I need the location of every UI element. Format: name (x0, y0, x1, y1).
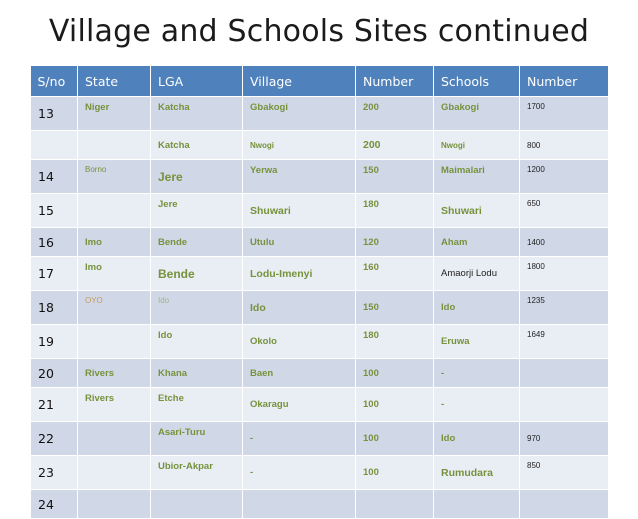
cell-school-number: 1649 (520, 325, 609, 359)
table-row (31, 257, 609, 291)
cell-state (78, 194, 151, 228)
cell-state (78, 325, 151, 359)
cell-school-number: 1400 (520, 228, 609, 257)
cell-village: Ido (243, 291, 356, 325)
cell-village-number (356, 490, 434, 519)
cell-school-number (520, 359, 609, 388)
table-row (31, 422, 609, 456)
cell-village-number: 120 (356, 228, 434, 257)
cell-school: Nwogi (434, 131, 520, 160)
cell-lga: Ido (151, 291, 243, 325)
cell-village: Lodu-Imenyi (243, 257, 356, 291)
table-row (31, 97, 609, 131)
cell-sno: 23 (31, 456, 78, 490)
table-row (31, 325, 609, 359)
cell-sno: 21 (31, 388, 78, 422)
cell-sno: 14 (31, 160, 78, 194)
cell-sno: 16 (31, 228, 78, 257)
cell-school: Gbakogi (434, 97, 520, 131)
slide-title: Village and Schools Sites continued (48, 14, 590, 49)
cell-village-number: 200 (356, 131, 434, 160)
cell-school-number: 650 (520, 194, 609, 228)
cell-lga: Jere (151, 160, 243, 194)
cell-sno: 24 (31, 490, 78, 519)
cell-lga: Ido (151, 325, 243, 359)
table-row (31, 490, 609, 519)
cell-village-number: 100 (356, 359, 434, 388)
cell-school: - (434, 359, 520, 388)
cell-school: - (434, 388, 520, 422)
cell-lga: Bende (151, 257, 243, 291)
cell-school-number: 1700 (520, 97, 609, 131)
header-state: State (78, 66, 151, 97)
header-village: Village (243, 66, 356, 97)
cell-state (78, 131, 151, 160)
cell-village-number: 100 (356, 456, 434, 490)
cell-lga: Jere (151, 194, 243, 228)
cell-lga: Etche (151, 388, 243, 422)
cell-school: Eruwa (434, 325, 520, 359)
cell-sno (31, 131, 78, 160)
cell-school: Ido (434, 291, 520, 325)
cell-village (243, 490, 356, 519)
cell-state: Niger (78, 97, 151, 131)
cell-school-number: 850 (520, 456, 609, 490)
cell-village-number: 180 (356, 325, 434, 359)
cell-lga: Khana (151, 359, 243, 388)
table-row (31, 359, 609, 388)
cell-sno: 22 (31, 422, 78, 456)
cell-state: Imo (78, 228, 151, 257)
cell-village-number: 180 (356, 194, 434, 228)
cell-school: Rumudara (434, 456, 520, 490)
header-lga: LGA (151, 66, 243, 97)
header-schools-number: Number (520, 66, 609, 97)
cell-lga: Asari-Turu (151, 422, 243, 456)
cell-state (78, 422, 151, 456)
cell-village-number: 100 (356, 422, 434, 456)
sites-table (30, 66, 609, 519)
cell-school-number: 1235 (520, 291, 609, 325)
cell-sno: 19 (31, 325, 78, 359)
cell-village: - (243, 422, 356, 456)
table-row (31, 160, 609, 194)
cell-village: - (243, 456, 356, 490)
cell-school-number (520, 490, 609, 519)
table-row (31, 194, 609, 228)
cell-village-number: 150 (356, 160, 434, 194)
table-row (31, 388, 609, 422)
table-row (31, 456, 609, 490)
header-schools: Schools (434, 66, 520, 97)
cell-school-number: 1200 (520, 160, 609, 194)
header-village-number: Number (356, 66, 434, 97)
cell-lga: Katcha (151, 131, 243, 160)
cell-lga: Ubior-Akpar (151, 456, 243, 490)
cell-state (78, 490, 151, 519)
cell-school-number: 970 (520, 422, 609, 456)
table-row (31, 228, 609, 257)
cell-sno: 18 (31, 291, 78, 325)
table-row (31, 131, 609, 160)
cell-school: Maimalari (434, 160, 520, 194)
cell-school-number (520, 388, 609, 422)
header-sno: S/no (31, 66, 78, 97)
cell-village: Shuwari (243, 194, 356, 228)
table-row (31, 291, 609, 325)
table-header-row (31, 66, 609, 97)
cell-sno: 20 (31, 359, 78, 388)
cell-lga: Bende (151, 228, 243, 257)
cell-school-number: 1800 (520, 257, 609, 291)
cell-village-number: 100 (356, 388, 434, 422)
cell-sno: 15 (31, 194, 78, 228)
cell-village: Gbakogi (243, 97, 356, 131)
cell-state: Imo (78, 257, 151, 291)
cell-village: Baen (243, 359, 356, 388)
cell-state (78, 456, 151, 490)
cell-village: Utulu (243, 228, 356, 257)
cell-village: Nwogi (243, 131, 356, 160)
cell-village-number: 160 (356, 257, 434, 291)
cell-sno: 13 (31, 97, 78, 131)
cell-school: Ido (434, 422, 520, 456)
cell-state: OYO (78, 291, 151, 325)
cell-school (434, 490, 520, 519)
cell-school: Amaorji Lodu (434, 257, 520, 291)
cell-village-number: 150 (356, 291, 434, 325)
cell-village: Okolo (243, 325, 356, 359)
cell-state: Borno (78, 160, 151, 194)
cell-state: Rivers (78, 359, 151, 388)
cell-state: Rivers (78, 388, 151, 422)
cell-sno: 17 (31, 257, 78, 291)
cell-lga: Katcha (151, 97, 243, 131)
cell-village: Okaragu (243, 388, 356, 422)
cell-school: Shuwari (434, 194, 520, 228)
cell-lga (151, 490, 243, 519)
cell-school-number: 800 (520, 131, 609, 160)
cell-village-number: 200 (356, 97, 434, 131)
cell-village: Yerwa (243, 160, 356, 194)
cell-school: Aham (434, 228, 520, 257)
